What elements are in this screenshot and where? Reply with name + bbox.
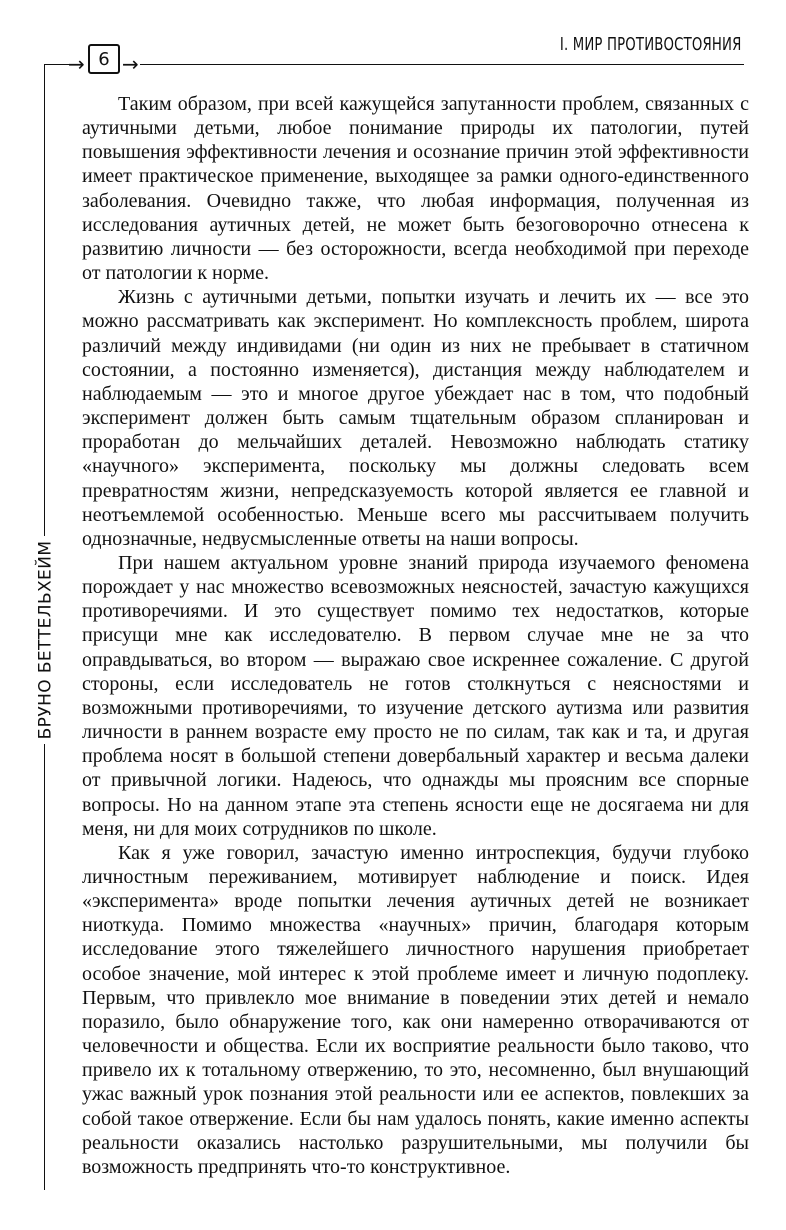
side-author-label	[33, 536, 57, 744]
running-title: I. МИР ПРОТИВОСТОЯНИЯ	[560, 34, 742, 55]
page-number: 6	[88, 44, 120, 74]
arrow-right-icon: →	[68, 52, 85, 76]
arrow-right-icon: →	[122, 52, 139, 76]
header-rule	[140, 64, 744, 65]
paragraph: Как я уже говорил, зачастую именно интроспекция, будучи глубоко личностным переживанием, мотивирует наблюдение и поиск. Идея «эксперимента» вроде попытки лечения аутичных детей не возникает ниоткуда. Помимо множества «научных» причин, благодаря которым исследование этого тяжелейшего личностного нарушения приобретает особое значение, мой интерес к этой проблеме имеет и личную подоплеку. Первым, что привлекло мое внимание в поведении этих детей и немало поразило, было обнаружение того, как они намеренно отворачиваются от человечности и общества. Если их восприятие реальности было таково, что привело их к тотальному отвержению, то это, несомненно, был внушающий ужас важный урок познания этой реальности или ее аспектов, повлекших за собой такое отвержение. Если бы нам удалось понять, какие именно аспекты реальности оказались настолько разрушительными, мы получили бы возможность предпринять что-то конструктивное.	[82, 841, 749, 1178]
body-text	[82, 92, 749, 1179]
author-name: БРУНО БЕТТЕЛЬХЕЙМ	[35, 540, 55, 740]
paragraph: Жизнь с аутичными детьми, попытки изучать и лечить их — все это можно рассматривать как эксперимент. Но комплексность проблем, широта различий между индивидами (ни один из них не пребывает в статичном состоянии, а постоянно изменяется), дистанция между наблюдателем и наблюдаемым — это и многое другое убеждает нас в том, что подобный эксперимент должен быть самым тщательным образом спланирован и проработан до мельчайших деталей. Невозможно наблюдать статику «научного» эксперимента, поскольку мы должны следовать всем превратностям жизни, непредсказуемость которой является ее главной и неотъемлемой особенностью. Меньше всего мы рассчитываем получить однозначные, недвусмысленные ответы на наши вопросы.	[82, 286, 749, 550]
paragraph: При нашем актуальном уровне знаний природа изучаемого феномена порождает у нас множество всевозможных неясностей, зачастую кажущихся противоречиями. И это существует помимо тех недостатков, которые присущи мне как исследователю. В первом случае мне не за что оправдываться, во втором — выражаю свое искреннее сожаление. С другой стороны, если исследователь не готов столкнуться с неясностями и возможными противоречиями, то изучение детского аутизма или развития личности в раннем возрасте ему просто не по силам, так как и та, и другая проблема носят в большой степени довербальный характер и весьма далеки от привычной логики. Надеюсь, что однажды мы проясним все спорные вопросы. Но на данном этапе эта степень ясности еще не досягаема ни для меня, ни для моих сотрудников по школе.	[82, 551, 749, 840]
paragraph: Таким образом, при всей кажущейся запутанности проблем, связанных с аутичными детьми, любое понимание природы их патологии, путей повышения эффективности лечения и осознание причин этой эффективности имеет практическое применение, выходящее за рамки одного-единственного заболевания. Очевидно также, что любая информация, полученная из исследования аутичных детей, не может быть безоговорочно отнесена к развитию личности — без осторожности, всегда необходимой при переходе от патологии к норме.	[82, 93, 749, 285]
